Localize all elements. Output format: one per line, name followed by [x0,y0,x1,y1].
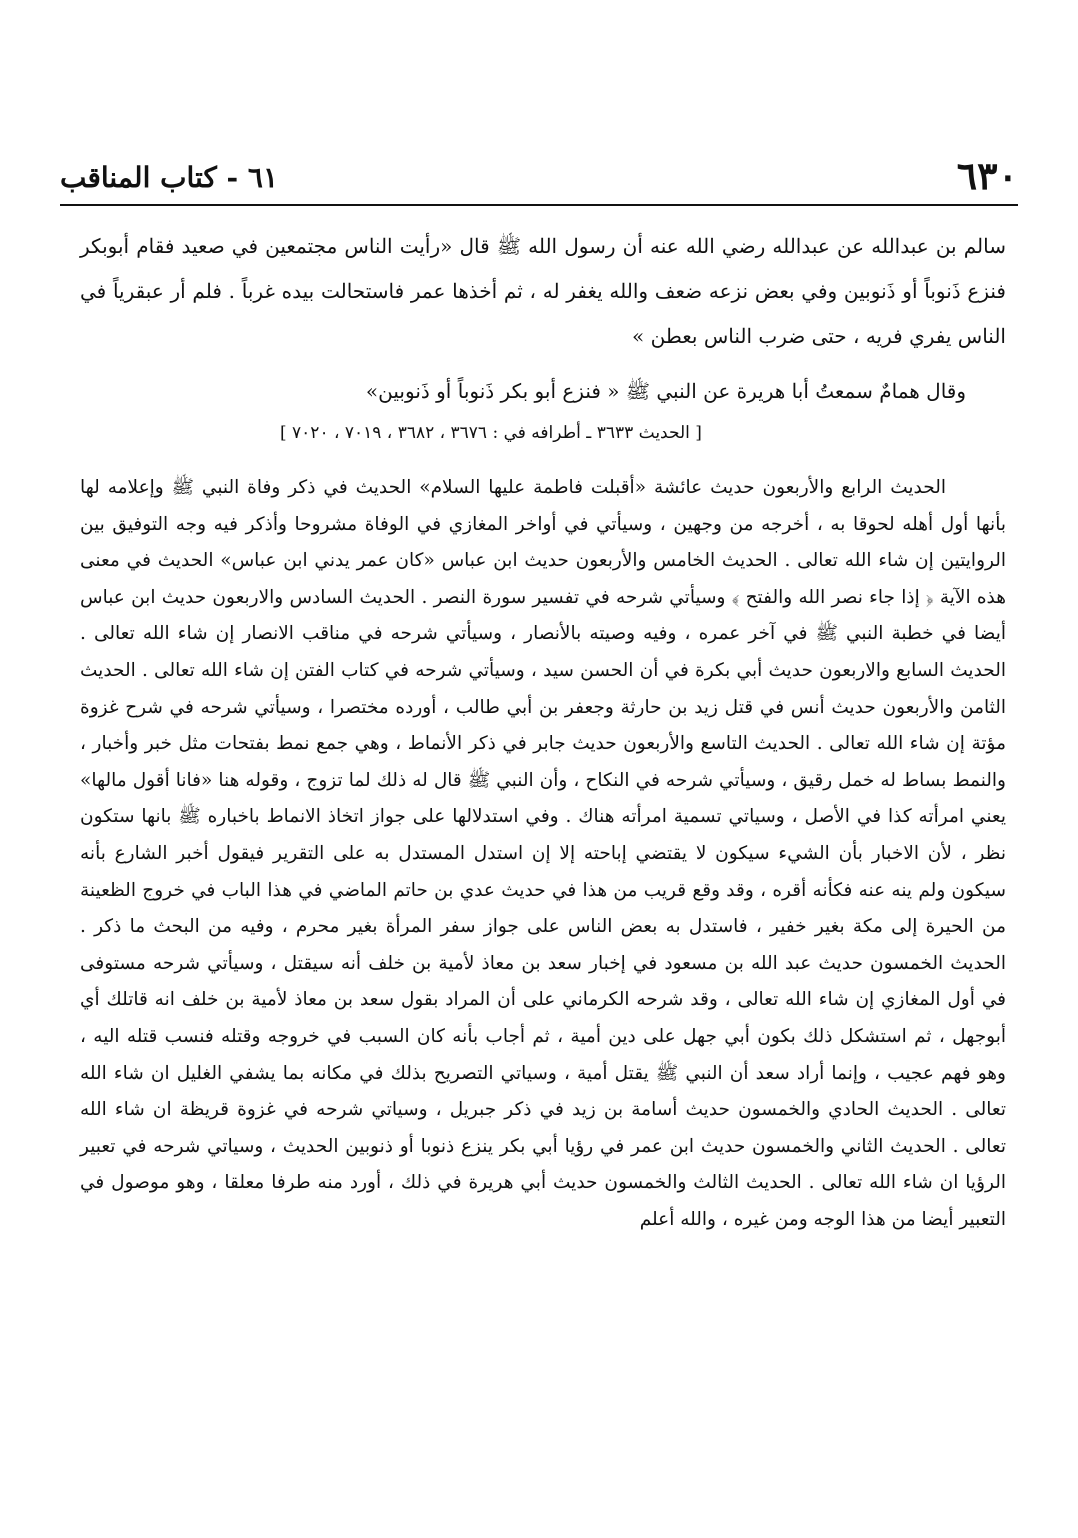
page-number: ٦٣٠ [956,153,1018,198]
commentary-text: الحديث الرابع والأربعون حديث عائشة «أقبلت فاطمة عليها السلام» الحديث في ذكر وفاة النبي ﷺ وإعلامه لها بأنها أول أهله لحوقا به ، أخرجه من وجهين ، وسيأتي في أواخر المغازي في الوفاة مشروحا وأذكر فيه وجه التوفيق بين الروايتين إن شاء الله تعالى . الحديث الخامس والأربعون حديث ابن عباس «كان عمر يدني ابن عباس» الحديث في معنى هذه الآية ﴿ إذا جاء نصر الله والفتح ﴾ وسيأتي شرحه في تفسير سورة النصر . الحديث السادس والاربعون حديث ابن عباس أيضا في خطبة النبي ﷺ في آخر عمره ، وفيه وصيته بالأنصار ، وسيأتي شرحه في مناقب الانصار إن شاء الله تعالى . الحديث السابع والاربعون حديث أبي بكرة في أن الحسن سيد ، وسيأتي شرحه في كتاب الفتن إن شاء الله تعالى . الحديث الثامن والأربعون حديث أنس في قتل زيد بن حارثة وجعفر بن أبي طالب ، أورده مختصرا ، وسيأتي شرحه في شرح غزوة مؤتة إن شاء الله تعالى . الحديث التاسع والأربعون حديث جابر في ذكر الأنماط ، وهي جمع نمط بفتحات مثل خبر وأخبار ، والنمط بساط له خمل رقيق ، وسيأتي شرحه في النكاح ، وأن النبي ﷺ قال له ذلك لما تزوج ، وقوله هنا «فانا أقول مالها» يعني امرأته كذا في الأصل ، وسياتي تسمية امرأته هناك . وفي استدلالها على جواز اتخاذ الانماط باخباره ﷺ بانها ستكون نظر ، لأن الاخبار بأن الشيء سيكون لا يقتضي إباحته إلا إن استدل المستدل به على التقرير فيقول أخبر الشارع بأنه سيكون ولم ينه عنه فكأنه أقره ، وقد وقع قريب من هذا في حديث عدي بن حاتم الماضي في هذا الباب في خروج الظعينة من الحيرة إلى مكة بغير خفير ، فاستدل به بعض الناس على جواز سفر المرأة بغير محرم ، وفيه من البحث ما ذكر . الحديث الخمسون حديث عبد الله بن مسعود في إخبار سعد بن معاذ لأمية بن خلف أنه سيقتل ، وسيأتي شرحه مستوفى في أول المغازي إن شاء الله تعالى ، وقد شرحه الكرماني على أن المراد بقول سعد بن معاذ لأمية بن خلف انه قاتلك أي أبوجهل ، ثم استشكل ذلك بكون أبي جهل على دين أمية ، ثم أجاب بأنه كان السبب في خروجه وقتله فنسب قتله اليه ، وهو فهم عجيب ، وإنما أراد سعد أن النبي ﷺ يقتل أمية ، وسياتي التصريح بذلك في مكانه بما يشفي الغليل ان شاء الله تعالى . الحديث الحادي والخمسون حديث أسامة بن زيد في ذكر جبريل ، وسياتي شرحه في غزوة قريظة ان شاء الله تعالى . الحديث الثاني والخمسون حديث ابن عمر في رؤيا أبي بكر ينزع ذنوبا أو ذنوبين الحديث ، وسياتي شرحه في تعبير الرؤيا ان شاء الله تعالى . الحديث الثالث والخمسون حديث أبي هريرة في ذلك ، أورد منه طرفا معلقا ، وهو موصول في التعبير أيضا من هذا الوجه ومن غيره ، والله أعلم [80,477,1006,1230]
hadith-references: [ الحديث ٣٦٣٣ ـ أطرافه في : ٣٦٧٦ ، ٣٦٨٢ ، ٧٠١٩ ، ٧٠٢٠ ] [280,423,702,443]
hadith-alternate-narration: وقال همامٌ سمعتُ أبا هريرة عن النبي ﷺ « فنزع أبو بكر ذَنوباً أو ذَنوبين» [365,379,966,403]
page-header [60,150,1018,206]
header-rule [60,204,1018,206]
page-body [80,224,1006,1238]
chapter-title: ٦١ - كتاب المناقب [60,161,278,194]
hadith-text: سالم بن عبدالله عن عبدالله رضي الله عنه أن رسول الله ﷺ قال «رأيت الناس مجتمعين في صعيد فقام أبوبكر فنزع ذَنوباً أو ذَنوبين وفي بعض نزعه ضعف والله يغفر له ، ثم أخذها عمر فاستحالت بيده غرباً . فلم أر عبقرياً في الناس يفري فريه ، حتى ضرب الناس بعطن » [80,234,1006,348]
